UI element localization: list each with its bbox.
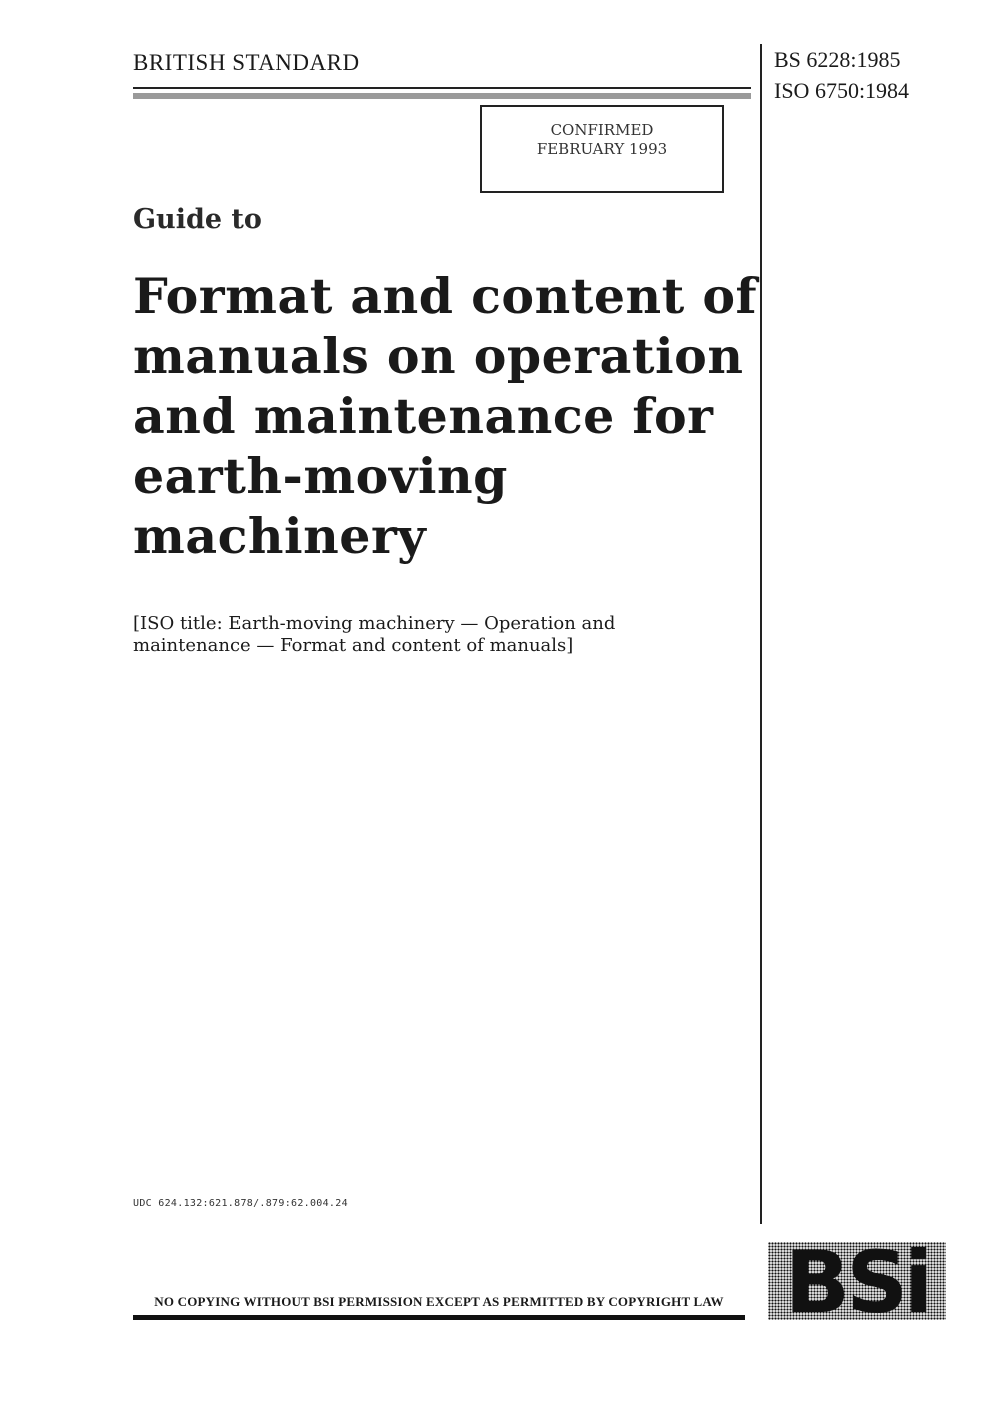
bsi-logo [768, 1242, 946, 1320]
title-line: machinery [133, 507, 427, 565]
confirmed-date: FEBRUARY 1993 [536, 140, 668, 158]
iso-title-line: maintenance — Format and content of manuals] [133, 635, 574, 656]
copyright-notice: NO COPYING WITHOUT BSI PERMISSION EXCEPT AS PERMITTED BY COPYRIGHT LAW [154, 1294, 724, 1309]
guide-to-label: Guide to [133, 204, 262, 235]
bsi-logo-text: BSi [784, 1242, 930, 1320]
header-label: BRITISH STANDARD [133, 50, 360, 75]
iso-title-line: [ISO title: Earth-moving machinery — Operation and [133, 613, 616, 634]
title-line: and maintenance for [133, 387, 714, 445]
header-rule-thin [133, 87, 751, 89]
udc-code: UDC 624.132:621.878/.879:62.004.24 [133, 1198, 348, 1209]
bsi-logo-icon [768, 1242, 946, 1320]
bs-number: BS 6228:1985 [774, 47, 901, 72]
title-line: manuals on operation [133, 327, 744, 385]
title-line: Format and content of [133, 267, 758, 325]
confirmed-stamp [480, 105, 724, 193]
confirmed-label: CONFIRMED [550, 121, 654, 139]
vertical-divider [760, 44, 762, 1224]
footer-rule [133, 1315, 745, 1320]
iso-number: ISO 6750:1984 [774, 78, 910, 103]
standard-numbers [774, 44, 909, 106]
title-line: earth-moving [133, 447, 508, 505]
header-rule-thick [133, 93, 751, 99]
document-title [133, 266, 758, 566]
iso-title [133, 613, 733, 657]
